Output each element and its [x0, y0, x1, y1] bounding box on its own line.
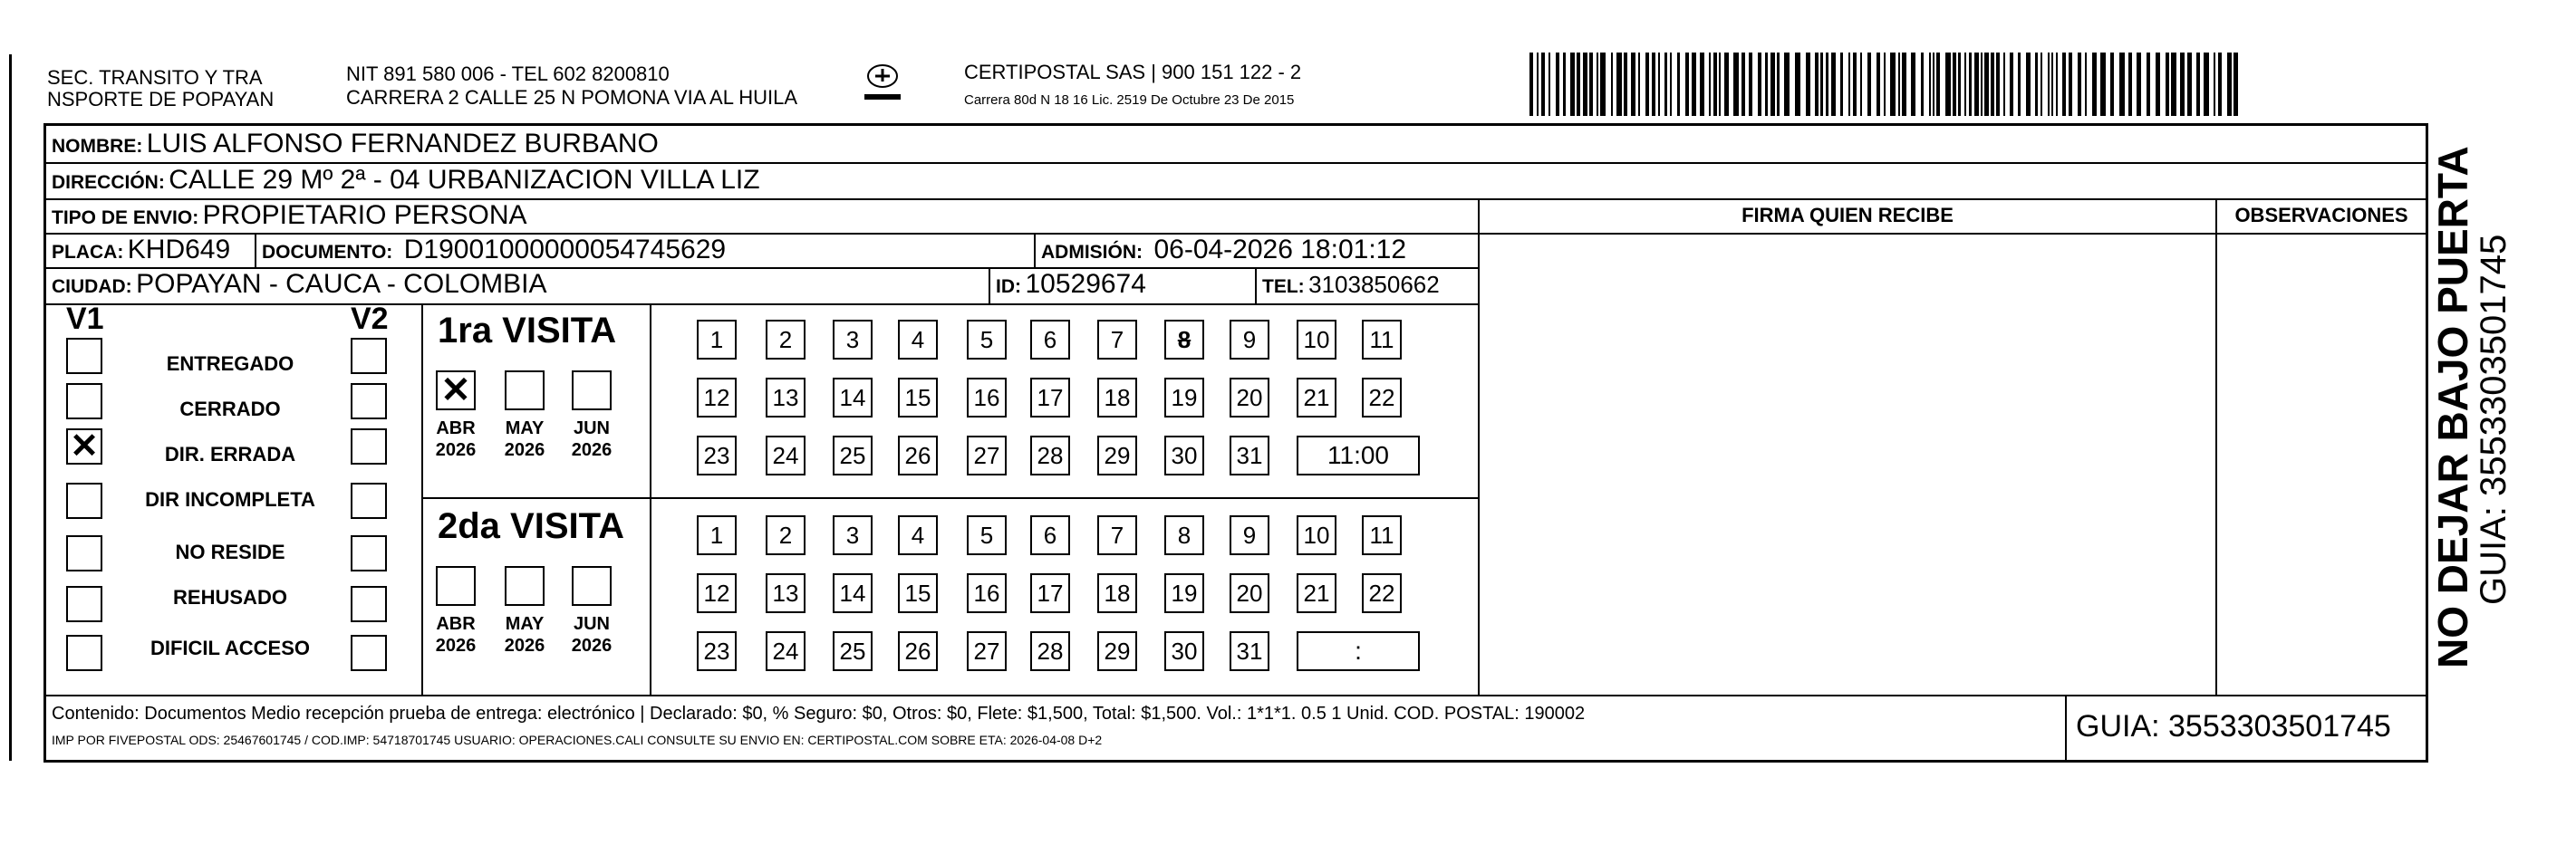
day-box[interactable]: 10 [1297, 515, 1336, 555]
status-option-label: DIR INCOMPLETA [145, 488, 315, 511]
month-name: JUN [573, 614, 610, 634]
nombre-label: NOMBRE: [52, 136, 143, 157]
day-box[interactable]: 5 [967, 515, 1007, 555]
day-box[interactable]: 25 [833, 631, 873, 671]
v2-checkbox[interactable] [351, 535, 387, 571]
v2-checkbox[interactable] [351, 586, 387, 622]
day-box[interactable]: 16 [967, 573, 1007, 613]
footer-print-line: IMP POR FIVEPOSTAL ODS: 25467601745 / COD.IMP: 54718701745 USUARIO: OPERACIONES.CALI CONSULTE SU ENVIO EN: CERTIPOSTAL.COM SOBRE ETA: 2026-04-08 D+2 [52, 733, 1103, 747]
tel-cell [1262, 268, 1440, 305]
carrier-address: Carrera 80d N 18 16 Lic. 2519 De Octubre 23 De 2015 [964, 92, 1295, 108]
day-box[interactable]: 28 [1030, 436, 1070, 475]
direccion-row [52, 164, 760, 201]
day-box[interactable]: 4 [898, 515, 938, 555]
day-box[interactable]: 5 [967, 320, 1007, 360]
documento-value: D19001000000054745629 [403, 235, 727, 264]
day-box[interactable]: 26 [898, 436, 938, 475]
day-box[interactable]: 23 [697, 631, 737, 671]
x-mark-icon: ✕ [70, 427, 99, 466]
admision-cell [1041, 234, 1406, 271]
status-option-label: DIFICIL ACCESO [150, 637, 310, 659]
day-box[interactable]: 3 [833, 320, 873, 360]
side-guia: GUIA: 3553303501745 [2474, 234, 2513, 605]
id-value: 10529674 [1025, 269, 1146, 299]
day-box[interactable]: 22 [1362, 378, 1402, 418]
tipo-envio-value: PROPIETARIO PERSONA [202, 200, 527, 230]
status-option-label: NO RESIDE [175, 541, 285, 563]
month-checkbox[interactable] [436, 566, 476, 606]
day-box[interactable]: 29 [1097, 436, 1137, 475]
day-box[interactable]: 12 [697, 378, 737, 418]
id-cell [996, 268, 1146, 305]
day-box[interactable]: 19 [1164, 573, 1204, 613]
tel-label: TEL: [1262, 276, 1305, 297]
v2-checkbox[interactable] [351, 428, 387, 465]
month-label [564, 613, 619, 657]
month-checkbox[interactable] [505, 370, 545, 410]
status-option-label: ENTREGADO [166, 352, 294, 375]
placa-value: KHD649 [127, 235, 231, 264]
documento-label: DOCUMENTO: [262, 242, 393, 263]
month-name: JUN [573, 418, 610, 438]
v1-checkbox[interactable] [66, 535, 102, 571]
month-checkbox[interactable] [505, 566, 545, 606]
month-year: 2026 [504, 636, 545, 656]
time-field[interactable]: : [1297, 631, 1420, 671]
month-label [497, 418, 552, 461]
firma-header: FIRMA QUIEN RECIBE [1741, 204, 1954, 226]
month-label [564, 418, 619, 461]
day-box[interactable]: 14 [833, 573, 873, 613]
left-edge-line [9, 54, 12, 761]
ciudad-value: POPAYAN - CAUCA - COLOMBIA [136, 269, 547, 299]
day-box[interactable]: 7 [1097, 515, 1137, 555]
observaciones-header: OBSERVACIONES [2234, 204, 2408, 226]
time-field[interactable]: 11:00 [1297, 436, 1420, 475]
day-box[interactable]: 14 [833, 378, 873, 418]
month-year: 2026 [504, 440, 545, 460]
carrier-name: CERTIPOSTAL SAS | 900 151 122 - 2 [964, 61, 1302, 83]
month-name: MAY [505, 418, 545, 438]
day-box[interactable]: 7 [1097, 320, 1137, 360]
month-year: 2026 [435, 440, 477, 460]
nombre-row [52, 128, 659, 165]
v1-checkbox[interactable] [66, 586, 102, 622]
day-box[interactable]: 3 [833, 515, 873, 555]
day-box[interactable]: 24 [766, 436, 806, 475]
id-label: ID: [996, 276, 1021, 297]
day-box[interactable]: 24 [766, 631, 806, 671]
barcode [1529, 53, 2245, 116]
day-box[interactable]: 20 [1230, 573, 1269, 613]
month-name: MAY [505, 614, 545, 634]
footer-guia: GUIA: 3553303501745 [2076, 709, 2391, 744]
v2-header: V2 [351, 302, 389, 336]
v2-checkbox[interactable] [351, 338, 387, 374]
v1-header: V1 [66, 302, 104, 336]
month-checkbox[interactable] [572, 370, 612, 410]
v2-checkbox[interactable] [351, 383, 387, 419]
side-warning: NO DEJAR BAJO PUERTA [2429, 146, 2476, 668]
direccion-label: DIRECCIÓN: [52, 172, 165, 193]
month-year: 2026 [571, 636, 613, 656]
documento-cell [262, 234, 726, 271]
footer-content-line: Contenido: Documentos Medio recepción prueba de entrega: electrónico | Declarado: $0, % Seguro: $0, Otros: $0, Flete: $1,500, Total: $1,500. Vol.: 1*1*1. 0.5 1 Unid. COD. POSTAL: 190002 [52, 704, 1586, 724]
day-box[interactable]: 31 [1230, 436, 1269, 475]
certipostal-logo-icon [863, 60, 902, 92]
day-box[interactable]: 6 [1030, 515, 1070, 555]
day-box[interactable]: 1 [697, 320, 737, 360]
month-name: ABR [436, 614, 476, 634]
day-box[interactable]: 1 [697, 515, 737, 555]
day-box[interactable]: 25 [833, 436, 873, 475]
day-box[interactable]: 9 [1230, 515, 1269, 555]
day-box[interactable]: 17 [1030, 378, 1070, 418]
day-box[interactable]: 9 [1230, 320, 1269, 360]
tel-value: 3103850662 [1308, 271, 1440, 298]
day-box[interactable]: 27 [967, 436, 1007, 475]
visit-title: 1ra VISITA [438, 311, 617, 350]
day-box[interactable]: 19 [1164, 378, 1204, 418]
v2-checkbox[interactable] [351, 483, 387, 519]
tipo-envio-label: TIPO DE ENVIO: [52, 207, 199, 228]
direccion-value: CALLE 29 Mº 2ª - 04 URBANIZACION VILLA LIZ [169, 165, 760, 195]
day-box[interactable]: 27 [967, 631, 1007, 671]
ciudad-label: CIUDAD: [52, 276, 132, 297]
day-box[interactable]: 21 [1297, 573, 1336, 613]
month-checkbox[interactable] [436, 370, 476, 410]
status-option-label: CERRADO [179, 398, 281, 420]
month-year: 2026 [571, 440, 613, 460]
day-box[interactable]: 23 [697, 436, 737, 475]
status-option-label: REHUSADO [173, 586, 287, 609]
month-label [429, 418, 483, 461]
admision-value: 06-04-2026 18:01:12 [1153, 235, 1407, 264]
day-box[interactable]: 21 [1297, 378, 1336, 418]
day-box[interactable]: 16 [967, 378, 1007, 418]
month-label [497, 613, 552, 657]
day-box[interactable]: 4 [898, 320, 938, 360]
nombre-value: LUIS ALFONSO FERNANDEZ BURBANO [146, 129, 659, 158]
day-box[interactable]: 30 [1164, 436, 1204, 475]
placa-cell [52, 234, 230, 271]
day-box[interactable]: 11 [1362, 515, 1402, 555]
month-label [429, 613, 483, 657]
delivery-form [43, 123, 2428, 763]
ciudad-cell [52, 268, 547, 305]
day-box[interactable]: 2 [766, 515, 806, 555]
x-mark-icon: ✕ [440, 370, 471, 410]
day-box[interactable]: 8 [1164, 320, 1204, 360]
v2-checkbox[interactable] [351, 635, 387, 671]
day-box[interactable]: 13 [766, 378, 806, 418]
nit-line: NIT 891 580 006 - TEL 602 8200810 [346, 62, 670, 85]
month-name: ABR [436, 418, 476, 438]
day-box[interactable]: 11 [1362, 320, 1402, 360]
org-name-line2: NSPORTE DE POPAYAN [47, 88, 275, 110]
v1-checkbox[interactable] [66, 338, 102, 374]
day-box[interactable]: 17 [1030, 573, 1070, 613]
v1-checkbox[interactable] [66, 483, 102, 519]
day-box[interactable]: 2 [766, 320, 806, 360]
status-option-label: DIR. ERRADA [164, 443, 296, 466]
v1-checkbox[interactable] [66, 428, 102, 465]
day-box[interactable]: 30 [1164, 631, 1204, 671]
v1-checkbox[interactable] [66, 383, 102, 419]
day-box[interactable]: 10 [1297, 320, 1336, 360]
day-box[interactable]: 6 [1030, 320, 1070, 360]
day-box[interactable]: 31 [1230, 631, 1269, 671]
day-box[interactable]: 18 [1097, 573, 1137, 613]
day-box[interactable]: 8 [1164, 515, 1204, 555]
visit-title: 2da VISITA [438, 506, 624, 546]
day-box[interactable]: 15 [898, 378, 938, 418]
day-box[interactable]: 26 [898, 631, 938, 671]
day-box[interactable]: 13 [766, 573, 806, 613]
day-box[interactable]: 28 [1030, 631, 1070, 671]
org-name-line1: SEC. TRANSITO Y TRA [47, 66, 263, 89]
day-box[interactable]: 18 [1097, 378, 1137, 418]
day-box[interactable]: 12 [697, 573, 737, 613]
address-line: CARRERA 2 CALLE 25 N POMONA VIA AL HUILA [346, 86, 798, 109]
month-year: 2026 [435, 636, 477, 656]
tipo-envio-row [52, 199, 527, 236]
day-box[interactable]: 22 [1362, 573, 1402, 613]
admision-label: ADMISIÓN: [1041, 242, 1143, 263]
month-checkbox[interactable] [572, 566, 612, 606]
v1-checkbox[interactable] [66, 635, 102, 671]
placa-label: PLACA: [52, 242, 124, 263]
day-box[interactable]: 29 [1097, 631, 1137, 671]
day-box[interactable]: 15 [898, 573, 938, 613]
day-box[interactable]: 20 [1230, 378, 1269, 418]
